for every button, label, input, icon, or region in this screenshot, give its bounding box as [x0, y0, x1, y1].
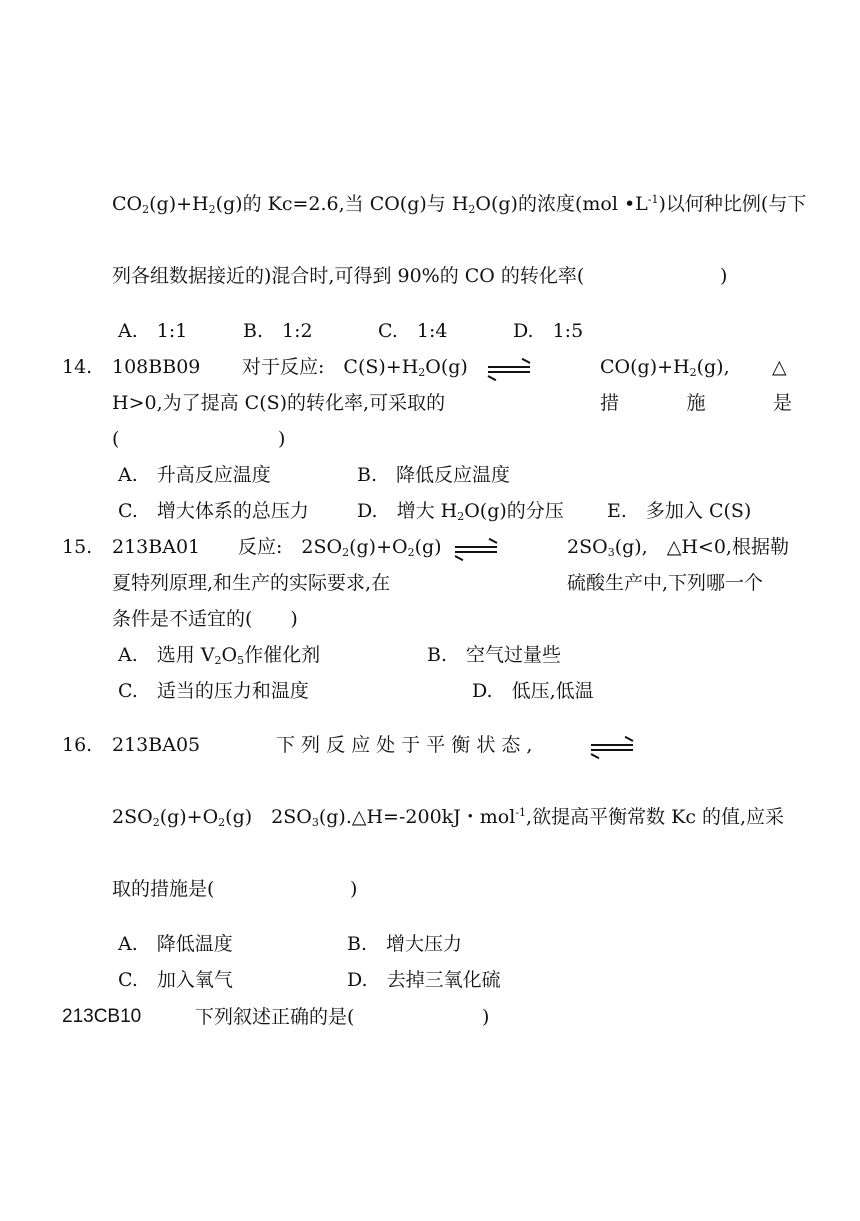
q13-text: (g)的 Kc=2.6,当 CO(g)与 H	[215, 193, 469, 215]
q14-word: 措	[600, 392, 620, 414]
subscript: 2	[468, 203, 476, 216]
q16-line3: 取的措施是(	[112, 878, 215, 900]
q14-option-c: C. 增大体系的总压力	[118, 500, 309, 522]
q14-text: 对于反应: C(S)+H	[242, 356, 419, 378]
q14-option-e: E. 多加入 C(S)	[607, 500, 752, 522]
q13-text: (g)+H	[149, 193, 209, 215]
q15-text: 作催化剂	[244, 644, 321, 666]
q15-line2-b: 硫酸生产中,下列哪一个	[567, 572, 764, 594]
q14-text: O(g)的分压	[464, 500, 564, 522]
superscript: -1	[647, 193, 659, 206]
q14-lead	[242, 355, 468, 379]
q17-code: 213CB10	[62, 1006, 142, 1027]
q17-text: 下列叙述正确的是(	[195, 1006, 355, 1028]
q15-option-d: D. 低压,低温	[472, 680, 594, 702]
q14-blank-close: )	[278, 428, 286, 450]
q15-code: 213BA01	[112, 536, 201, 558]
q14-line2: H>0,为了提高 C(S)的转化率,可采取的	[112, 392, 446, 414]
q15-text: (g)+O	[349, 536, 408, 558]
q13-text: )以何种比例(与下	[658, 193, 807, 215]
subscript: 2	[457, 510, 465, 523]
q14-blank-open: (	[112, 428, 120, 450]
q13-option-d: D. 1:5	[513, 320, 584, 342]
q13-line2	[112, 264, 584, 288]
q16-option-a: A. 降低温度	[118, 933, 233, 955]
q14-text: (g),	[696, 356, 730, 378]
q15-line3: 条件是不适宜的( )	[112, 608, 298, 630]
q15-text: 反应: 2SO	[238, 536, 343, 558]
q15-option-c: C. 适当的压力和温度	[118, 680, 309, 702]
q16-option-d: D. 去掉三氧化硫	[347, 969, 501, 991]
q16-text: ,欲提高平衡常数 Kc 的值,应采	[526, 806, 785, 828]
subscript: 2	[208, 203, 216, 216]
q17-close: )	[482, 1006, 490, 1028]
q16-line2	[112, 805, 784, 829]
q16-line3-close: )	[350, 878, 358, 900]
q13-option-c: C. 1:4	[378, 320, 448, 342]
q15-line2-a: 夏特列原理,和生产的实际要求,在	[112, 572, 391, 594]
subscript: 2	[218, 816, 226, 829]
equilibrium-arrow-icon	[455, 544, 497, 556]
q16-code: 213BA05	[112, 734, 201, 756]
subscript: 3	[311, 816, 319, 829]
q13-line1	[112, 192, 806, 216]
equilibrium-arrow-icon	[591, 742, 633, 754]
subscript: 2	[142, 203, 150, 216]
subscript: 2	[214, 654, 222, 667]
equilibrium-arrow-icon	[488, 364, 530, 376]
q15-text: O	[221, 644, 238, 666]
q14-option-d	[357, 499, 564, 523]
q16-text: (g).△H=-200kJ・mol	[318, 806, 516, 828]
q13-text: 列各组数据接近的)混合时,可得到 90%的 CO 的转化率(	[112, 265, 585, 287]
subscript: 2	[152, 816, 160, 829]
q14-text: D. 增大 H	[357, 500, 458, 522]
q15-lead	[238, 535, 442, 559]
q15-number: 15.	[62, 536, 93, 558]
subscript: 3	[607, 546, 615, 559]
q15-product	[567, 535, 789, 559]
q15-text: 2SO	[567, 536, 608, 558]
q16-number: 16.	[62, 734, 93, 756]
subscript: 2	[689, 366, 697, 379]
q14-line2-spread	[600, 391, 792, 415]
q14-text: CO(g)+H	[600, 356, 690, 378]
q15-text: A. 选用 V	[118, 644, 215, 666]
q14-word: 是	[772, 392, 792, 414]
q14-number: 14.	[62, 356, 93, 378]
q13-option-a: A. 1:1	[118, 320, 188, 342]
q13-text: CO	[112, 193, 143, 215]
subscript: 2	[407, 546, 415, 559]
q15-option-a	[118, 643, 320, 667]
q14-product	[600, 355, 730, 379]
superscript: -1	[515, 806, 527, 819]
q15-option-b: B. 空气过量些	[427, 644, 562, 666]
q16-option-c: C. 加入氧气	[118, 969, 233, 991]
q15-text: (g)	[414, 536, 442, 558]
q14-text: O(g)	[425, 356, 468, 378]
q14-code: 108BB09	[112, 356, 201, 378]
subscript: 2	[342, 546, 350, 559]
q13-text: O(g)的浓度(mol •L	[475, 193, 648, 215]
q14-option-b: B. 降低反应温度	[357, 464, 511, 486]
q14-option-a: A. 升高反应温度	[118, 464, 271, 486]
q14-delta: △	[772, 356, 787, 378]
q14-word: 施	[686, 392, 706, 414]
q13-line2-close: )	[720, 265, 728, 287]
q16-text: (g)+O	[159, 806, 219, 828]
subscript: 2	[418, 366, 426, 379]
subscript: 5	[237, 654, 245, 667]
q16-text: 2SO	[112, 806, 153, 828]
q16-option-b: B. 增大压力	[347, 933, 463, 955]
q16-lead: 下 列 反 应 处 于 平 衡 状 态 ,	[276, 734, 533, 756]
q15-text: (g), △H<0,根据勒	[614, 536, 789, 558]
q16-text: (g) 2SO	[225, 806, 312, 828]
q13-option-b: B. 1:2	[243, 320, 313, 342]
